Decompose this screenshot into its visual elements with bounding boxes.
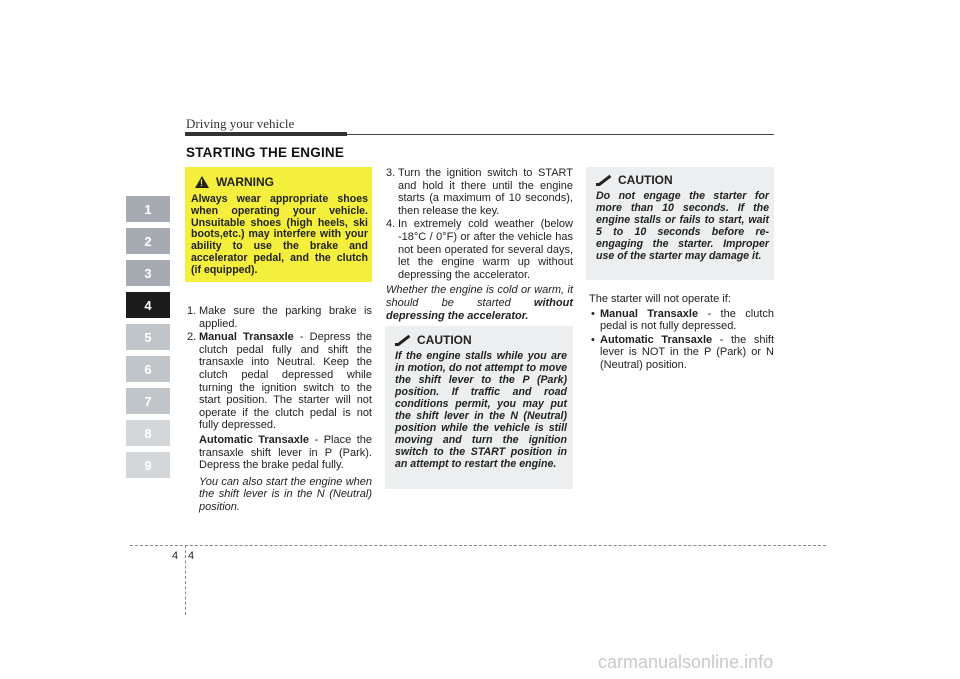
steps-column-2: [386, 167, 573, 322]
caution-header-stall: [395, 333, 472, 347]
condition-manual-body: [600, 308, 774, 333]
step-1-number: 1.: [187, 305, 197, 317]
chapter-tab-2[interactable]: 2: [126, 228, 170, 254]
warning-text: Always wear appropriate shoes when operating your vehicle. Unsuitable shoes (high heels, ski boots,etc.) may interfere with your ability to use the brake and accelerator pedal, and the clutch (if equipped).: [191, 193, 368, 276]
pencil-icon: [395, 334, 411, 346]
chapter-title: Driving your vehicle: [186, 116, 295, 131]
caution-title-stall: CAUTION: [417, 333, 472, 347]
step-2-number: 2.: [187, 331, 197, 344]
warning-header: [195, 175, 274, 189]
chapter-tab-8[interactable]: 8: [126, 420, 170, 446]
footer-rule: [130, 545, 826, 546]
section-title: STARTING THE ENGINE: [186, 145, 345, 160]
bullet-icon: •: [591, 307, 595, 320]
header-rule-thick: [185, 132, 347, 136]
starter-conditions: [589, 293, 774, 372]
starter-conditions-intro: The starter will not operate if:: [589, 293, 731, 305]
chapter-tab-6[interactable]: 6: [126, 356, 170, 382]
automatic-transaxle-label: Automatic Transaxle: [199, 433, 310, 446]
cold-warm-note-emphasis: without depressing the accelerator.: [386, 296, 573, 322]
step-2-text: - Depress the clutch pedal fully and shift the transaxle into Neutral. Keep the clutch pedal depressed while turning the ignition switch to the start position. The starter will not operate if the clutch pedal is not fully depressed.: [199, 331, 372, 432]
caution-box-starter: [586, 167, 774, 280]
chapter-tab-7[interactable]: 7: [126, 388, 170, 414]
cold-warm-note-text: Whether the engine is cold or warm, it should be started: [386, 284, 573, 309]
page-chapter-number: 4: [172, 550, 179, 562]
chapter-tab-3[interactable]: 3: [126, 260, 170, 286]
automatic-transaxle-step: [199, 434, 372, 472]
footer-divider: [185, 545, 186, 615]
watermark: carmanualsonline.info: [598, 652, 774, 672]
condition-manual-text: - the clutch pedal is not fully depressed.: [600, 307, 774, 333]
caution-text-starter: Do not engage the starter for more than 10 seconds. If the engine stalls or fails to start, wait 5 to 10 seconds before re-engaging the starter. Improper use of the starter may damage it.: [596, 190, 769, 262]
chapter-tab-4[interactable]: 4: [126, 292, 170, 318]
warning-title: WARNING: [216, 175, 274, 189]
step-3-text: Turn the ignition switch to START and hold it there until the engine starts (a maximum of 10 seconds), then release the key.: [398, 167, 573, 217]
automatic-transaxle-text: - Place the transaxle shift lever in P (Park). Depress the brake pedal fully.: [199, 433, 373, 472]
step-1-text: Make sure the parking brake is applied.: [199, 305, 372, 330]
caution-header-starter: [596, 173, 673, 187]
header-rule-thin: [347, 134, 774, 135]
step-3-number: 3.: [386, 167, 396, 179]
caution-text-stall: If the engine stalls while you are in motion, do not attempt to move the shift lever to the P (Park) position. If traffic and road conditions permit, you may put the shift lever in the N (Neutral) position while the vehicle is still moving and turn the ignition switch to the START position in an attempt to restart the engine.: [395, 350, 567, 470]
step-4: [386, 218, 573, 281]
step-1: [187, 305, 372, 330]
step-3: [386, 167, 573, 217]
condition-manual: [589, 308, 774, 333]
caution-box-stall: [385, 326, 573, 489]
cold-warm-note: [386, 284, 573, 322]
condition-manual-label: Manual Transaxle: [600, 307, 699, 320]
steps-column-1: [187, 305, 372, 514]
step-2: [187, 331, 372, 432]
chapter-tab-9[interactable]: 9: [126, 452, 170, 478]
warning-triangle-icon: !: [195, 176, 209, 188]
chapter-tab-5[interactable]: 5: [126, 324, 170, 350]
condition-automatic-label: Automatic Transaxle: [600, 333, 713, 346]
automatic-transaxle-note: You can also start the engine when the shift lever is in the N (Neutral) position.: [199, 475, 372, 513]
condition-automatic: [589, 334, 774, 372]
bullet-icon: •: [591, 333, 595, 346]
step-4-number: 4.: [386, 218, 396, 231]
page-number: 4: [188, 550, 195, 562]
chapter-tab-1[interactable]: 1: [126, 196, 170, 222]
chapter-tabs: [126, 196, 170, 484]
condition-automatic-text: - the shift lever is NOT in the P (Park) or N (Neutral) position.: [600, 333, 775, 371]
condition-automatic-body: [600, 334, 774, 372]
step-2-label: Manual Transaxle: [199, 331, 294, 344]
step-4-text: In extremely cold weather (below -18°C / 0°F) or after the vehicle has not been operated for several days, let the engine warm up without depressing the accelerator.: [398, 218, 573, 281]
warning-box: [185, 167, 372, 282]
step-2-body: [199, 331, 372, 432]
caution-title-starter: CAUTION: [618, 173, 673, 187]
pencil-icon: [596, 174, 612, 186]
